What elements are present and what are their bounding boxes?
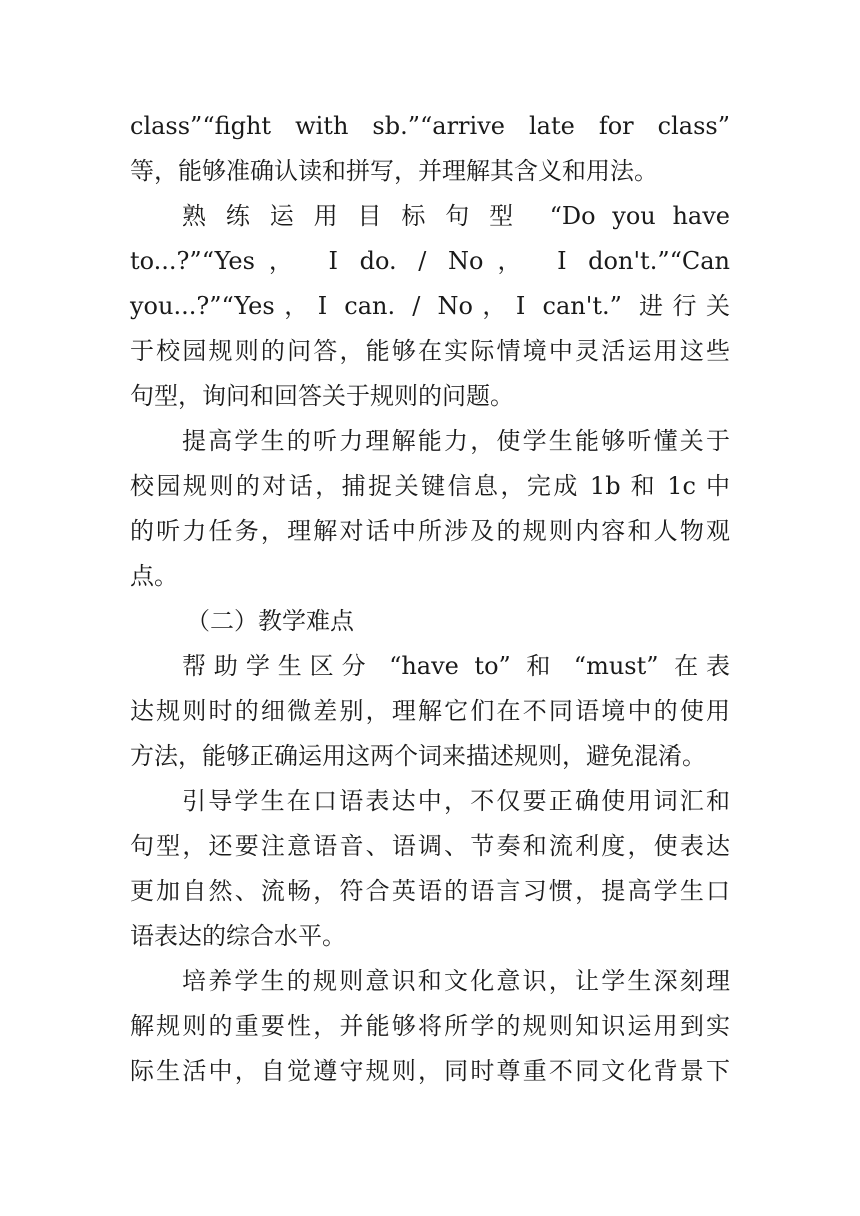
text-line: 培养学生的规则意识和文化意识，让学生深刻理 xyxy=(182,967,730,995)
text-line: 际生活中，自觉遵守规则，同时尊重不同文化背景下 xyxy=(130,1057,730,1085)
text-line: 提高学生的听力理解能力，使学生能够听懂关于 xyxy=(182,427,730,455)
text-line: 语表达的综合水平。 xyxy=(130,922,346,950)
text-line: 方法，能够正确运用这两个词来描述规则，避免混淆。 xyxy=(130,742,706,770)
paragraph-vocabulary xyxy=(130,104,730,194)
text-line: 达规则时的细微差别，理解它们在不同语境中的使用 xyxy=(130,697,730,725)
text-line: 校园规则的对话，捕捉关键信息，完成 1b 和 1c 中 xyxy=(130,472,730,500)
paragraph-oral-expression xyxy=(130,779,730,959)
text-line: to...?”“Yes， I do. / No， I don't.”“Can xyxy=(130,247,730,275)
paragraph-listening xyxy=(130,419,730,599)
text-line xyxy=(130,194,730,239)
text-line: you...?”“Yes，I can. / No，I can't.” 进行关 xyxy=(130,292,730,320)
text-line: 解规则的重要性，并能够将所学的规则知识运用到实 xyxy=(130,1012,730,1040)
paragraph-sentence-patterns xyxy=(130,194,730,419)
paragraph-rule-awareness xyxy=(130,959,730,1094)
text-line: 句型，还要注意语音、语调、节奏和流利度，使表达 xyxy=(130,832,730,860)
paragraph-have-to-must xyxy=(130,644,730,779)
text-line: 引导学生在口语表达中，不仅要正确使用词汇和 xyxy=(182,787,730,815)
text-fragment: “Do you have xyxy=(549,202,730,230)
text-line: 于校园规则的问答，能够在实际情境中灵活运用这些 xyxy=(130,337,730,365)
text-line: 点。 xyxy=(130,562,178,590)
text-line: 句型，询问和回答关于规则的问题。 xyxy=(130,382,514,410)
text-fragment: 熟练运用目标句型 xyxy=(182,202,533,230)
text-line: 的听力任务，理解对话中所涉及的规则内容和人物观 xyxy=(130,517,730,545)
text-line: class”“fight with sb.”“arrive late for class” xyxy=(130,112,730,140)
body-text xyxy=(130,104,730,1094)
text-line: 帮助学生区分 “have to” 和 “must” 在表 xyxy=(182,652,730,680)
text-line: 等，能够准确认读和拼写，并理解其含义和用法。 xyxy=(130,157,658,185)
text-line: 更加自然、流畅，符合英语的语言习惯，提高学生口 xyxy=(130,877,730,905)
section-heading: （二）教学难点 xyxy=(186,607,354,635)
